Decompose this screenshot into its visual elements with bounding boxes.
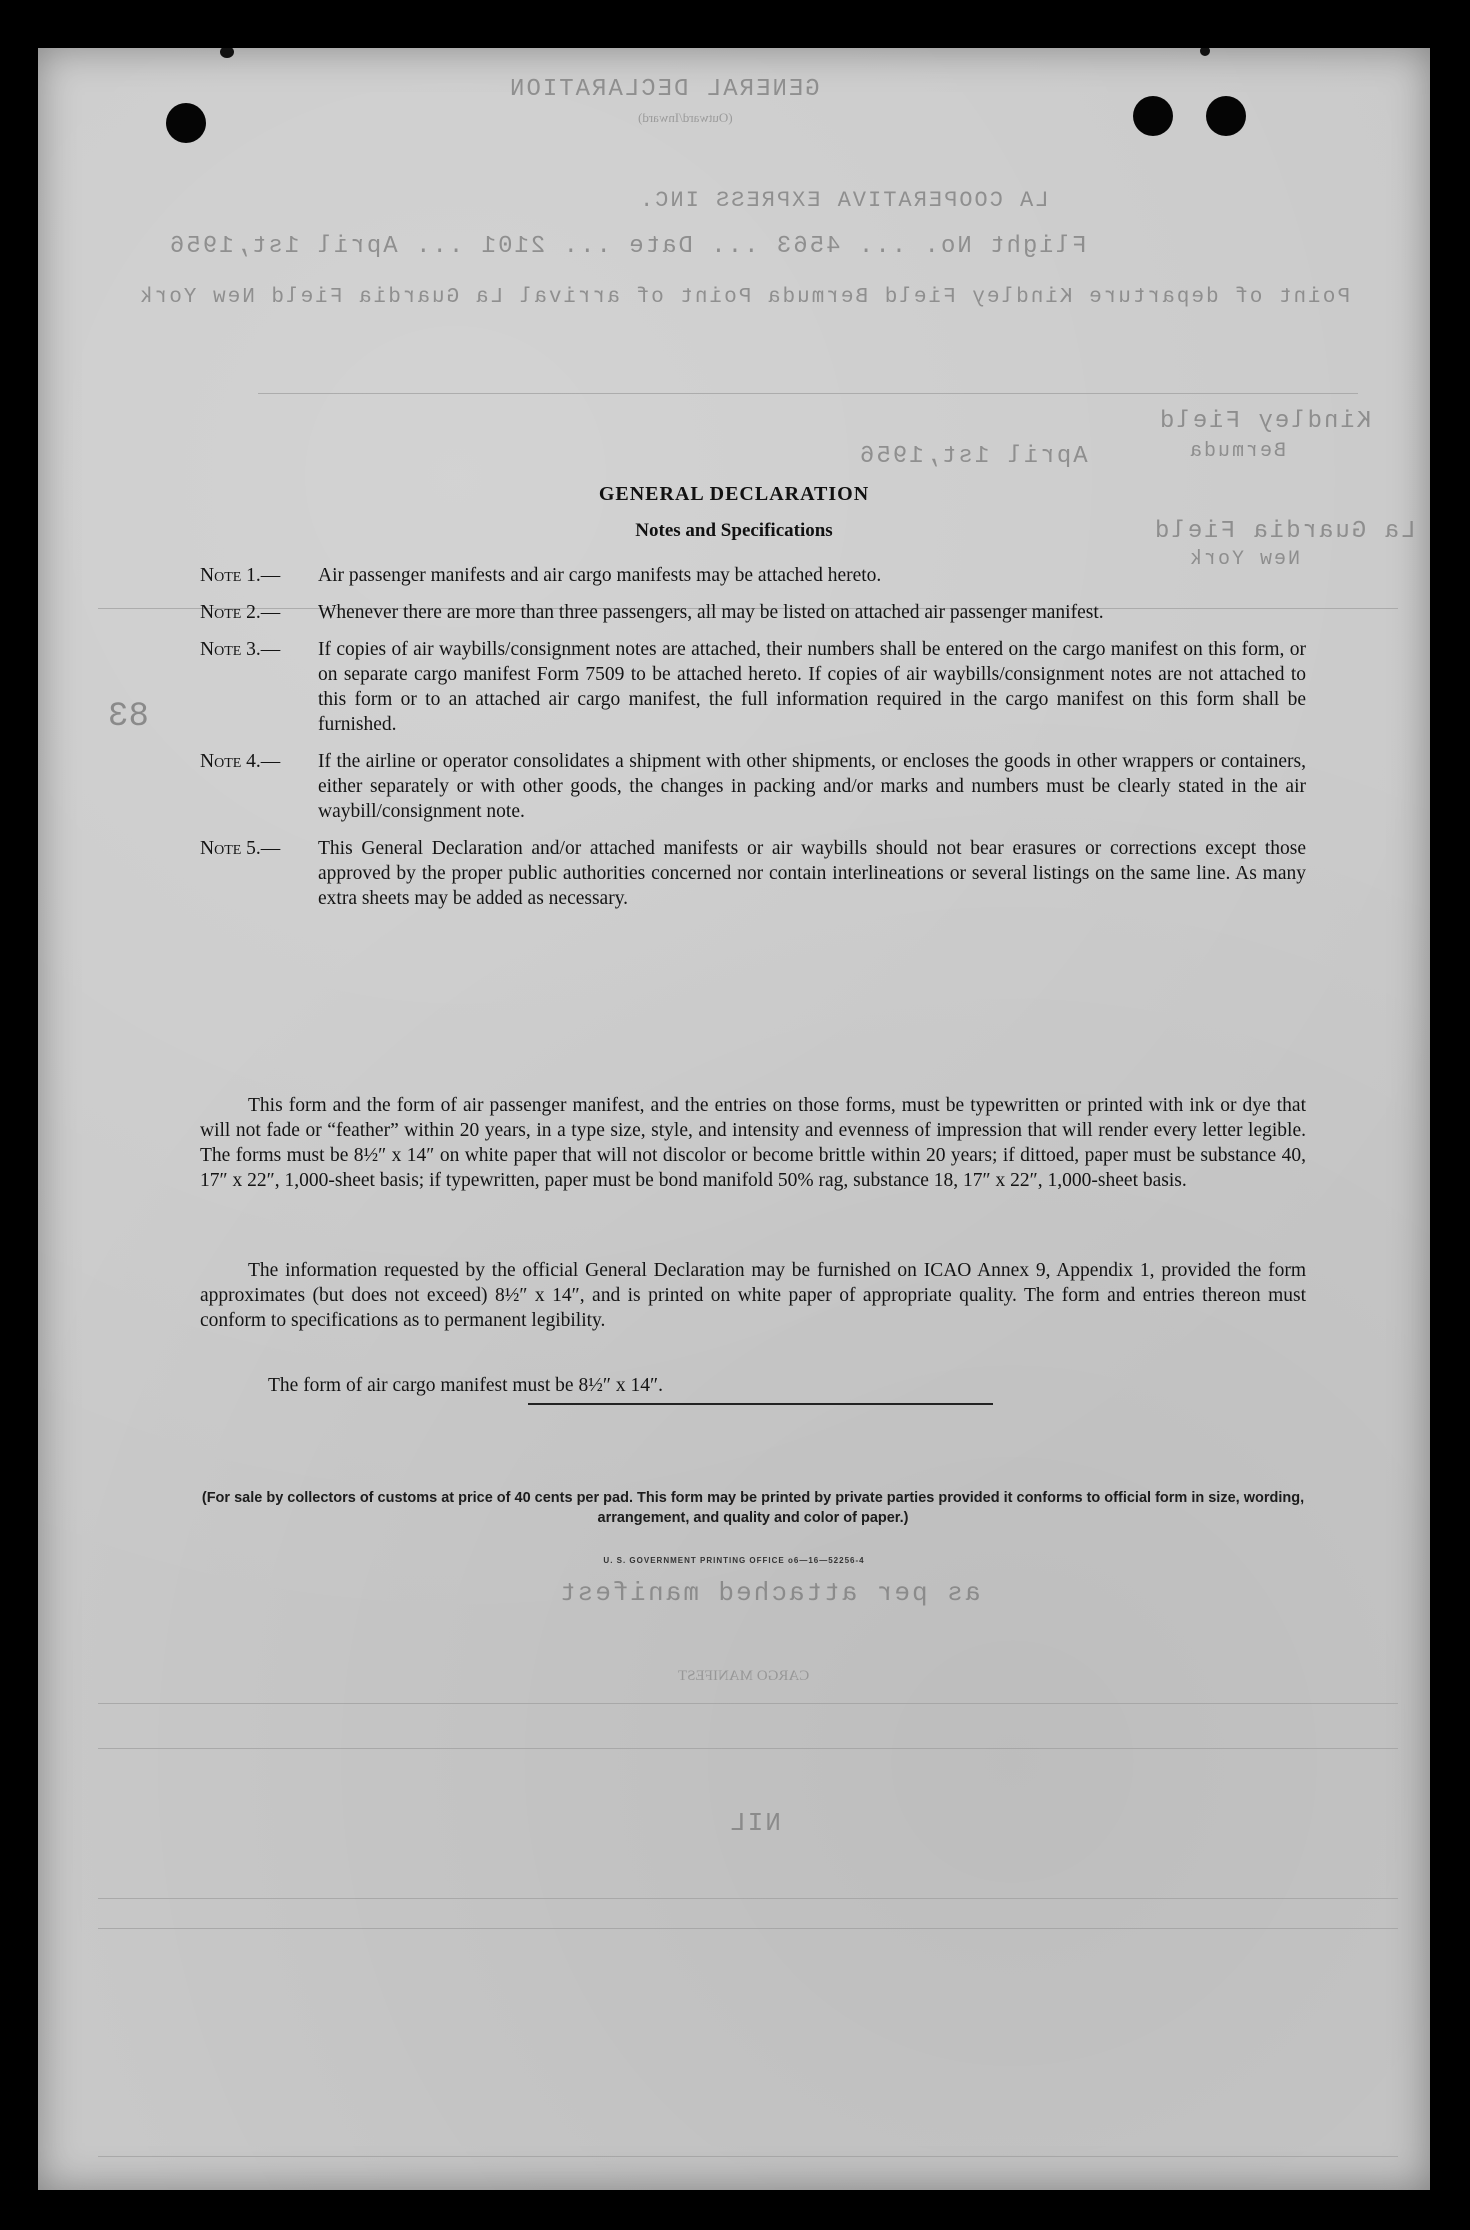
ghost-guardia: La Guardia Field [1153,518,1416,545]
ghost-operator: LA COOPERATIVA EXPRESS INC. [638,188,1049,213]
form-requirements-paragraph: This form and the form of air passenger manifest, and the entries on those forms, must be typewritten or printed with ink or dye that will not fade or “feather” within 20 years, in a type size, style, and intensity and evenness of impression that will render every letter legible. The forms must be 8½″ x 14″ on white paper that will not discolor or become brittle within 20 years; if dittoed, paper must be substance 40, 17″ x 22″, 1,000-sheet basis; if typewritten, paper must be bond manifold 50% rag, substance 18, 17″ x 22″, 1,000-sheet basis. [200,1095,1306,1191]
note-label: Note 3.— [200,639,281,660]
ghost-new-york: New York [1188,548,1301,571]
punch-hole-left [166,103,206,143]
ghost-date: April 1st,1956 [858,443,1088,470]
ghost-nil: NIL [728,1808,781,1838]
signature-rule [528,1403,993,1405]
note-text: Whenever there are more than three passengers, all may be listed on attached air passenger manifest. [318,602,1104,623]
document-page [38,48,1430,2190]
ghost-flight-line: Flight No. ... 4563 ... Date ... 2101 ... April 1st,1956 [168,233,1087,260]
punch-hole-right-2 [1206,96,1246,136]
ghost-kindley: Kindley Field [1158,408,1372,435]
note-1 [200,563,1306,588]
note-text: If the airline or operator consolidates a shipment with other shipments, or encloses the goods in other wrappers or containers, either separately or with other goods, the changes in packing and/or marks and numbers must be clearly stated in the air waybill/consignment note. [318,751,1306,822]
punch-hole-right-1 [1133,96,1173,136]
note-5 [200,836,1306,911]
note-text: If copies of air waybills/consignment notes are attached, their numbers shall be entered on the cargo manifest on this form, or on separate cargo manifest Form 7509 to be attached hereto. If copies of air waybills/consignment notes are not attached to this form or to an attached air cargo manifest, the full information required in the cargo manifest on this form shall be furnished. [318,639,1306,735]
document-subtitle: Notes and Specifications [635,520,833,541]
ghost-rule [98,1703,1398,1704]
note-label: Note 5.— [200,838,281,859]
ghost-rule [98,2156,1398,2157]
note-text: Air passenger manifests and air cargo manifests may be attached hereto. [318,565,882,586]
document-title: GENERAL DECLARATION [598,483,870,505]
note-label: Note 1.— [200,565,281,586]
cargo-manifest-size-paragraph: The form of air cargo manifest must be 8½″ x 14″. [268,1375,663,1396]
ghost-header-title: GENERAL DECLARATION [508,76,820,103]
ghost-margin-number: 83 [108,698,149,736]
note-2 [200,600,1306,625]
ink-speck [220,48,234,58]
notes-list [200,563,1306,923]
ghost-header-sub: (Outward/Inward) [638,110,733,125]
sale-notice: (For sale by collectors of customs at price of 40 cents per pad. This form may be printed by private parties provided it conforms to official form in size, wording, arrangement, and quality and color of paper.) [201,1490,1305,1526]
ghost-rule [258,393,1358,394]
note-label: Note 2.— [200,602,281,623]
ghost-rule [98,1928,1398,1929]
ghost-rule [98,1898,1398,1899]
ghost-bermuda: Bermuda [1188,440,1287,463]
icao-paragraph: The information requested by the official General Declaration may be furnished on ICAO Annex 9, Appendix 1, provided the form approximates (but does not exceed) 8½″ x 14″, and is printed on white paper of appropriate quality. The form and entries thereon must conform to specifications as to permanent legibility. [200,1260,1306,1331]
ghost-attached: as per attached manifest [558,1578,981,1608]
ghost-rule [98,1748,1398,1749]
ink-speck [1200,48,1210,56]
note-3 [200,637,1306,737]
note-4 [200,749,1306,824]
ghost-cargo-manifest: CARGO MANIFEST [678,1668,810,1684]
note-text: This General Declaration and/or attached manifests or air waybills should not bear erasures or corrections except those approved by the proper public authorities concerned nor contain interlineations or several listings on the same line. As many extra sheets may be added as necessary. [318,838,1306,909]
printing-office-imprint: U. S. GOVERNMENT PRINTING OFFICE o6—16—52256-4 [603,1556,865,1565]
note-label: Note 4.— [200,751,281,772]
ghost-departure-line: Point of departure Kindley Field Bermuda Point of arrival La Guardia Field New York [138,286,1350,309]
